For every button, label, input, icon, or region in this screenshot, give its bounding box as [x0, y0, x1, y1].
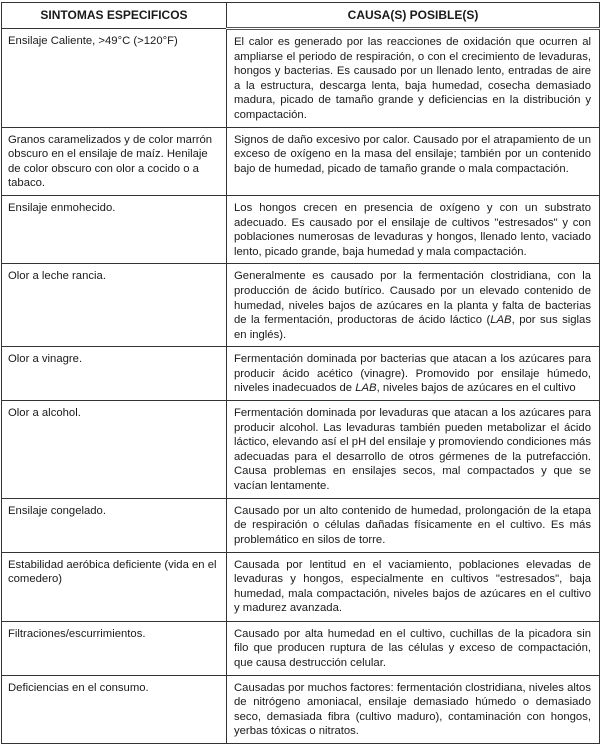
cause-cell: Causadas por muchos factores: fermentación clostridiana, niveles altos de nitrógeno amoniacal, ensilaje demasiado húmedo o demasiado seco, demasiada fibra (cultivo maduro), contaminación con hongos, yerbas tóxicas o nitratos.: [227, 675, 600, 743]
cause-text: , niveles bajos de azúcares en el cultivo: [376, 382, 576, 395]
table-row: [2, 621, 600, 675]
symptom-cell: Estabilidad aeróbica deficiente (vida en el comedero): [2, 552, 227, 621]
table-row: [2, 347, 600, 401]
symptom-cell: Filtraciones/escurrimientos.: [2, 621, 227, 675]
cause-cell: Los hongos crecen en presencia de oxígeno y con un substrato adecuado. Es causado por el ensilaje de cultivos "estresados" y con poblaciones numerosas de levaduras y hongos, llenado lento, vaciado lento, picado grande, baja humedad y mala compactación.: [227, 195, 600, 263]
table-row: [2, 29, 600, 128]
symptom-cell: Deficiencias en el consumo.: [2, 675, 227, 743]
cause-cell: El calor es generado por las reacciones de oxidación que ocurren al ampliarse el periodo de respiración, o con el crecimiento de levaduras, hongos y bacterias. Es causado por un llenado lento, entradas de aire a la estructura, descarga lenta, baja humedad, cosecha demasiado madura, picado de tamaño grande y deficiencias en la distribución y compactación.: [227, 29, 600, 128]
table-row: [2, 401, 600, 499]
header-symptoms: SINTOMAS ESPECIFICOS: [2, 3, 227, 29]
symptom-cell: Olor a alcohol.: [2, 401, 227, 499]
symptom-cell: Granos caramelizados y de color marrón obscuro en el ensilaje de maíz. Henilaje de color obscuro con olor a cocido o a tabaco.: [2, 127, 227, 195]
cause-cell: Causada por lentitud en el vaciamiento, poblaciones elevadas de levaduras y hongos, especialmente en cultivos "estresados", baja humedad, mala compactación, niveles bajos de azúcares en el cultivo y madurez avanzada.: [227, 552, 600, 621]
cause-cell: [227, 347, 600, 401]
cause-text: Fermentación dominada por bacterias que atacan a los azúcares para producir ácido acético (vinagre). Promovido por ensilaje húmedo, niveles inadecuados de: [234, 353, 591, 395]
cause-cell: [227, 264, 600, 347]
cause-cell: Signos de daño excesivo por calor. Causado por el atrapamiento de un exceso de oxígeno en la masa del ensilaje; también por un contenido bajo de humedad, picado de tamaño grande o mala compactación.: [227, 127, 600, 195]
cause-cell: Fermentación dominada por levaduras que atacan a los azúcares para producir alcohol. Las levaduras también pueden metabolizar el ácido láctico, elevando así el pH del ensilaje y promoviendo condiciones más adecuadas para el desarrollo de otros gérmenes de la putrefacción. Causa problemas en ensilajes secos, mal compactados y que se vacían lentamente.: [227, 401, 600, 499]
table-header-row: [2, 3, 600, 29]
cause-text: , por sus siglas en inglés).: [234, 314, 591, 341]
table-row: [2, 552, 600, 621]
symptom-cell: Olor a vinagre.: [2, 347, 227, 401]
cause-cell: Causado por alta humedad en el cultivo, cuchillas de la picadora sin filo que producen ruptura de las células y exceso de compactación, que causa destrucción celular.: [227, 621, 600, 675]
cause-text: Generalmente es causado por la fermentación clostridiana, con la producción de ácido butírico. Causado por un elevado contenido de humedad, niveles bajos de azúcares en la planta y falta de bacterias de la fermentación, productoras de ácido láctico (: [234, 270, 591, 327]
symptom-cell: Ensilaje congelado.: [2, 498, 227, 552]
lab-abbreviation: LAB: [490, 314, 512, 327]
table-row: [2, 127, 600, 195]
table-row: [2, 264, 600, 347]
silage-symptoms-table: [1, 2, 600, 744]
table-row: [2, 675, 600, 743]
table-row: [2, 195, 600, 263]
symptom-cell: Olor a leche rancia.: [2, 264, 227, 347]
lab-abbreviation: LAB: [355, 382, 377, 395]
symptom-cell: Ensilaje enmohecido.: [2, 195, 227, 263]
cause-cell: Causado por un alto contenido de humedad, prolongación de la etapa de respiración o células dañadas físicamente en el cultivo. Es más problemático en silos de torre.: [227, 498, 600, 552]
symptom-cell: Ensilaje Caliente, >49°C (>120°F): [2, 29, 227, 128]
header-causes: CAUSA(S) POSIBLE(S): [227, 3, 600, 29]
table-row: [2, 498, 600, 552]
